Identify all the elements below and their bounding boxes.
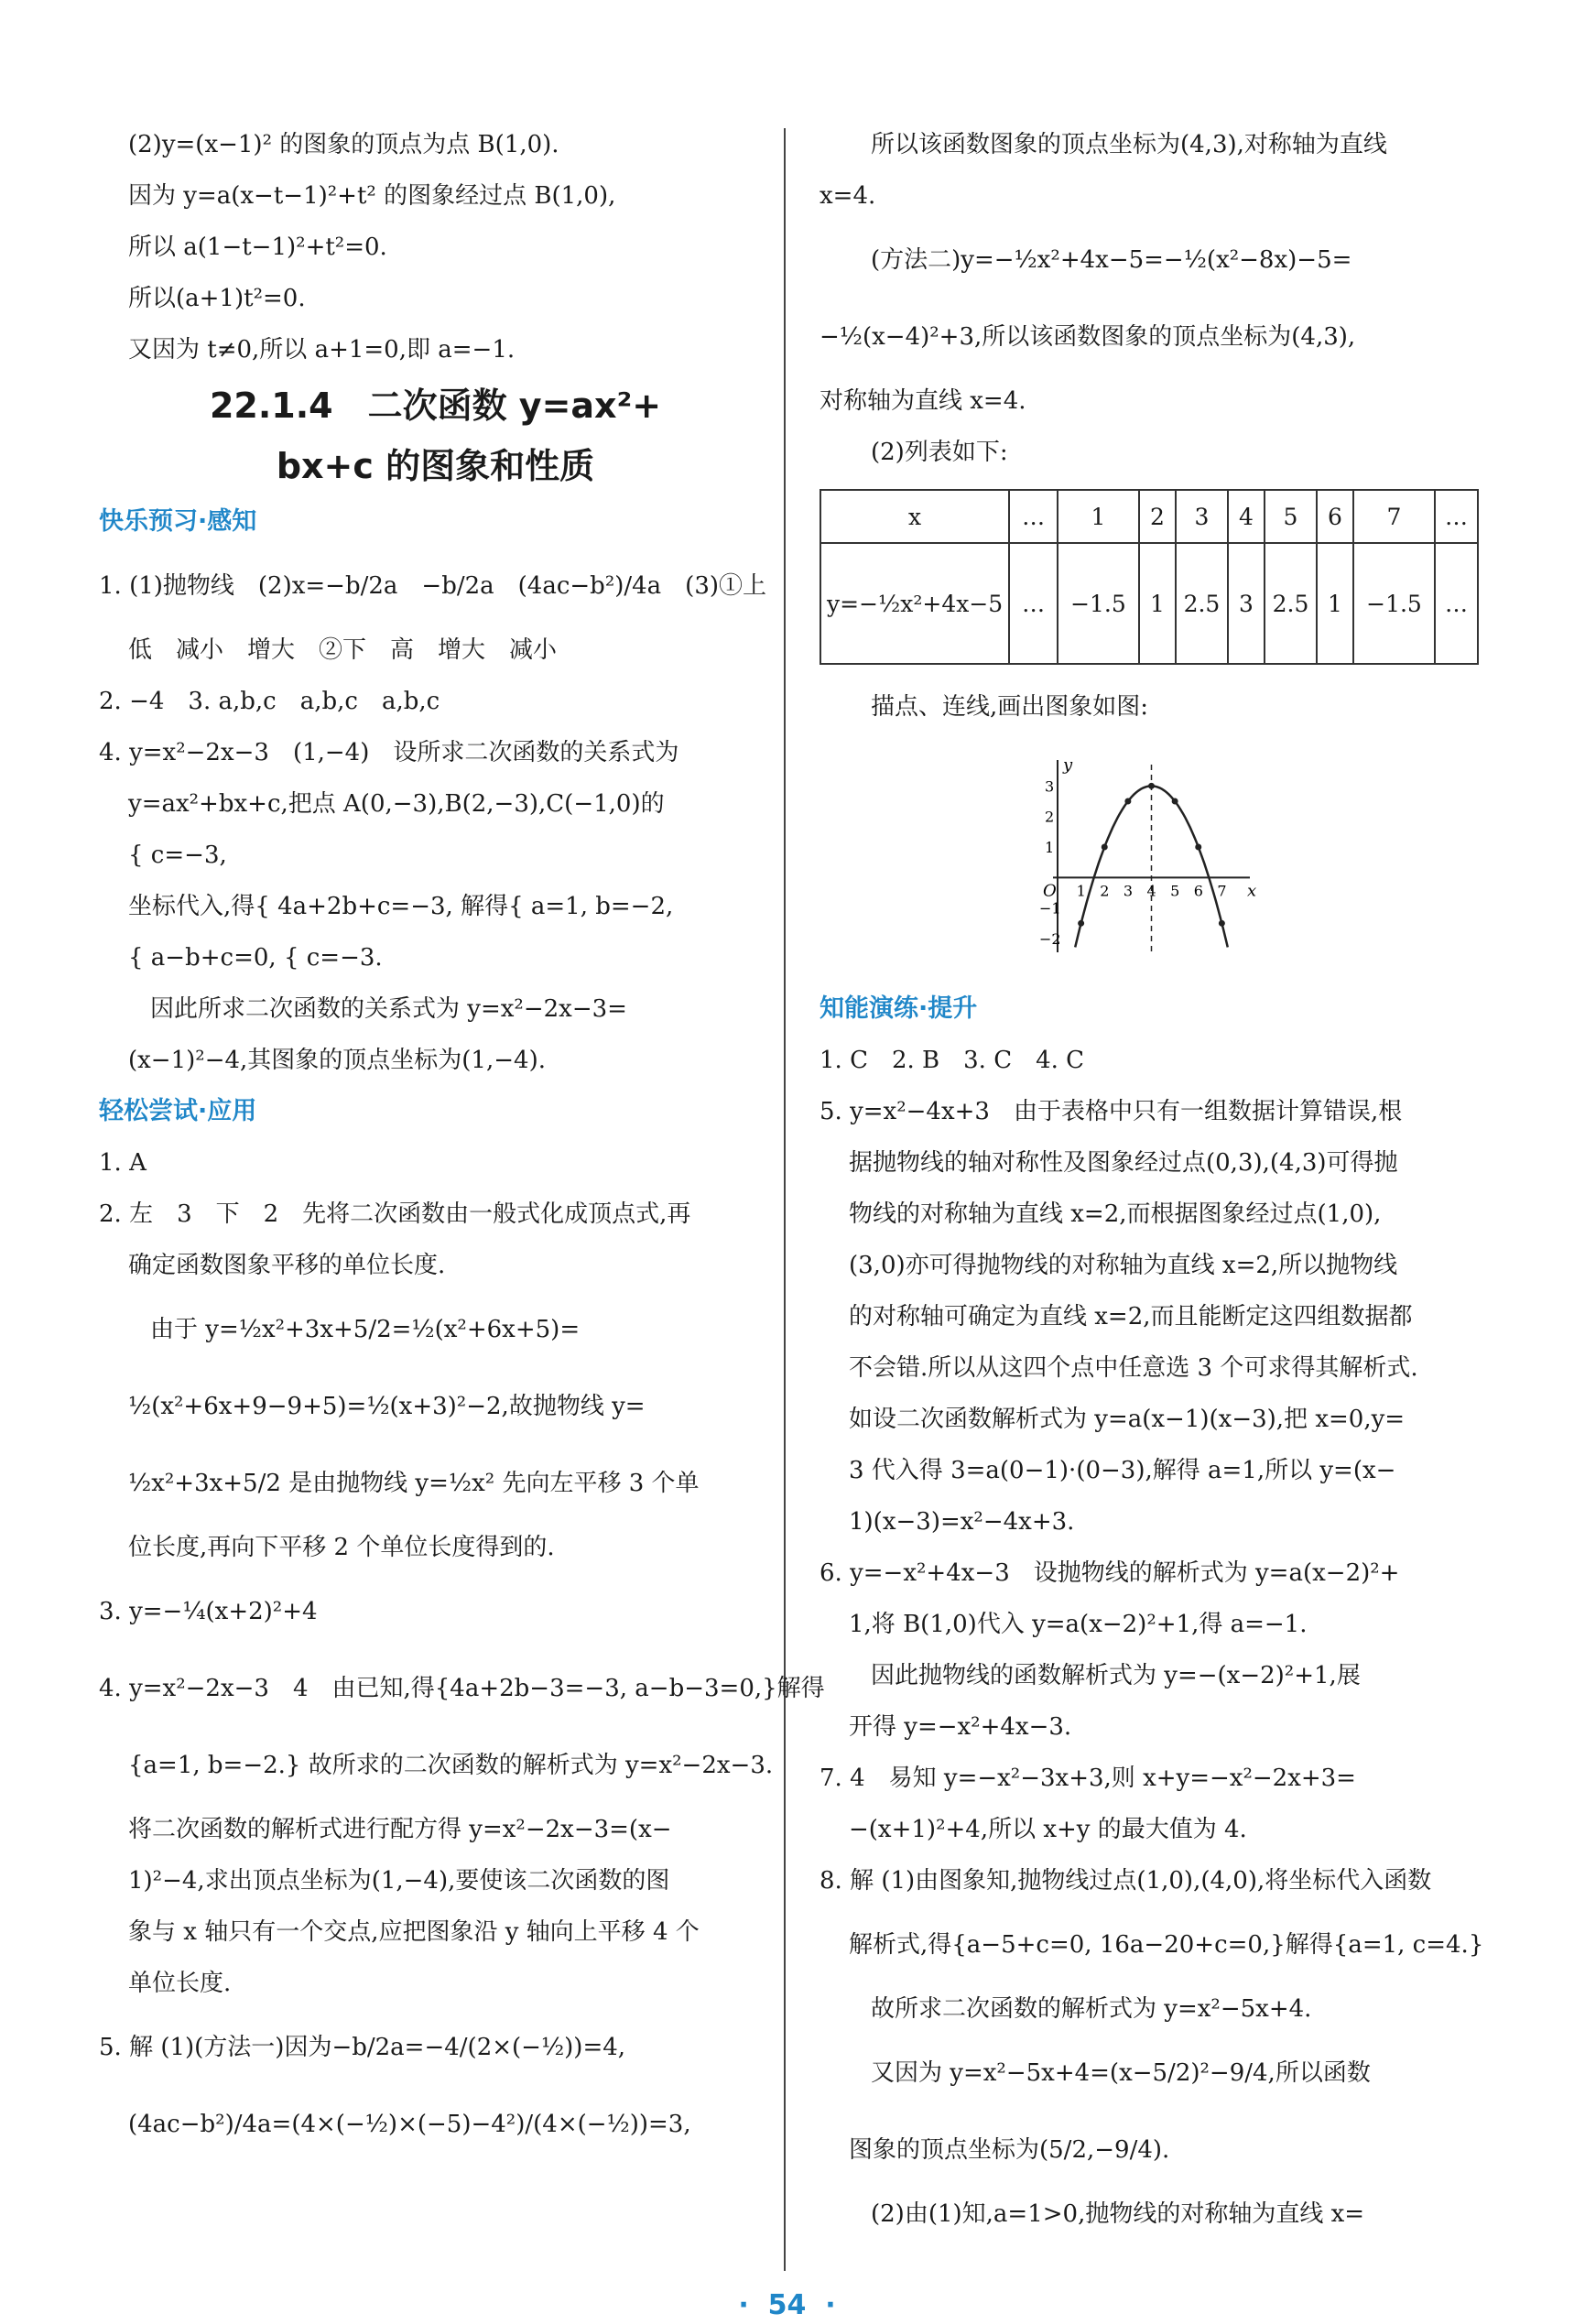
y-tick-label: 2 [1045,808,1055,826]
y-axis-label: y [1063,755,1073,775]
x-tick-label: 6 [1193,882,1203,900]
answer-line: 象与 x 轴只有一个交点,应把图象沿 y 轴向上平移 4 个 [128,1918,700,1946]
answer-line: ½x²+3x+5/2 是由抛物线 y=½x² 先向左平移 3 个单 [128,1470,700,1497]
table-row-label: y=−½x²+4x−5 [820,543,1009,664]
y-tick-label: 3 [1045,777,1055,796]
answer-line: −(x+1)²+4,所以 x+y 的最大值为 4. [849,1816,1247,1843]
answer-line: 5. y=x²−4x+3 由于表格中只有一组数据计算错误,根 [820,1098,1403,1125]
x-tick-label: 4 [1146,882,1156,900]
answer-line: 解析式,得{a−5+c=0, 16a−20+c=0,}解得{a=1, c=4.} [849,1931,1484,1959]
table-cell: 2.5 [1265,543,1317,664]
table-cell: … [1435,543,1478,664]
system-line: 坐标代入,得{ 4a+2b+c=−3, 解得{ a=1, b=−2, [128,893,674,920]
answer-line: 1)(x−3)=x²−4x+3. [849,1508,1075,1536]
table-cell: 2.5 [1176,543,1228,664]
answer-line: (3,0)亦可得抛物线的对称轴为直线 x=2,所以抛物线 [849,1252,1398,1279]
answer-line: 单位长度. [128,1970,232,1997]
text-line: 所以(a+1)t²=0. [128,285,306,312]
text-line: 所以该函数图象的顶点坐标为(4,3),对称轴为直线 [871,131,1387,158]
section-title: 22.1.4 二次函数 y=ax²+ [209,386,662,426]
data-point [1124,798,1131,805]
origin-label: O [1043,881,1057,901]
answer-line: (2)由(1)知,a=1>0,抛物线的对称轴为直线 x= [871,2200,1365,2228]
answer-line: 2. −4 3. a,b,c a,b,c a,b,c [99,688,440,715]
table-cell: 3 [1228,543,1265,664]
table-cell: 6 [1317,490,1353,543]
text-line: x=4. [820,182,876,210]
answer-line: ½(x²+6x+9−9+5)=½(x+3)²−2,故抛物线 y= [128,1393,646,1420]
text-line: 描点、连线,画出图象如图: [871,693,1149,721]
answer-line: 4. y=x²−2x−3 (1,−4) 设所求二次函数的关系式为 [99,739,679,766]
answer-line: 1)²−4,求出顶点坐标为(1,−4),要使该二次函数的图 [128,1867,670,1895]
answer-line: 3 代入得 3=a(0−1)·(0−3),解得 a=1,所以 y=(x− [849,1457,1396,1484]
answer-line: 的对称轴可确定为直线 x=2,而且能断定这四组数据都 [849,1303,1413,1330]
page-number-text: 54 [767,2289,807,2321]
table-cell: 7 [1353,490,1435,543]
section-heading: 知能演练·提升 [820,994,978,1023]
answer-line: 1,将 B(1,0)代入 y=a(x−2)²+1,得 a=−1. [849,1611,1308,1638]
values-table [820,489,1479,665]
text-line: −½(x−4)²+3,所以该函数图象的顶点坐标为(4,3), [820,323,1356,351]
answer-line: 3. y=−¼(x+2)²+4 [99,1598,318,1625]
answer-line: 物线的对称轴为直线 x=2,而根据图象经过点(1,0), [849,1200,1382,1228]
section-heading: 快乐预习·感知 [99,507,257,536]
answer-line: 1. (1)抛物线 (2)x=−b/2a −b/2a (4ac−b²)/4a (3)①上 [99,572,767,600]
section-title-line2: bx+c 的图象和性质 [276,446,595,486]
page-number: · 54 · [738,2289,836,2321]
answer-line: 因此所求二次函数的关系式为 y=x²−2x−3= [150,995,627,1023]
table-cell: 3 [1176,490,1228,543]
answer-line: 位长度,再向下平移 2 个单位长度得到的. [128,1534,555,1561]
answer-line: (4ac−b²)/4a=(4×(−½)×(−5)−4²)/(4×(−½))=3, [128,2111,691,2138]
answer-line: 因此抛物线的函数解析式为 y=−(x−2)²+1,展 [871,1662,1361,1689]
column-divider [784,128,786,2271]
parabola-graph [1030,751,1268,961]
answer-line: 开得 y=−x²+4x−3. [849,1713,1072,1741]
text-line: 又因为 t≠0,所以 a+1=0,即 a=−1. [128,336,516,364]
answer-line: 5. 解 (1)(方法一)因为−b/2a=−4/(2×(−½))=4, [99,2034,626,2061]
data-point [1195,844,1201,851]
system-line: { a−b+c=0, { c=−3. [128,944,383,972]
table-cell: 5 [1265,490,1317,543]
text-line: 对称轴为直线 x=4. [820,387,1026,415]
left-column [99,119,825,2163]
y-tick-label: 1 [1045,839,1055,856]
table-cell: 1 [1058,490,1139,543]
x-axis-label: x [1247,881,1257,901]
answer-line: {a=1, b=−2.} 故所求的二次函数的解析式为 y=x²−2x−3. [128,1752,774,1779]
answer-line: 6. y=−x²+4x−3 设抛物线的解析式为 y=a(x−2)²+ [820,1559,1400,1587]
table-cell: −1.5 [1353,543,1435,664]
table-cell: x [820,490,1009,543]
answer-line: (x−1)²−4,其图象的顶点坐标为(1,−4). [128,1047,546,1074]
data-point [1078,920,1084,927]
answer-line: 2. 左 3 下 2 先将二次函数由一般式化成顶点式,再 [99,1200,691,1228]
table-row [820,543,1478,664]
answer-line: 低 减小 增大 ②下 高 增大 减小 [128,636,558,664]
text-line: 因为 y=a(x−t−1)²+t² 的图象经过点 B(1,0), [128,182,616,210]
table-cell: 1 [1139,543,1176,664]
data-point [1219,920,1225,927]
table-cell: … [1435,490,1478,543]
x-tick-label: 7 [1217,882,1227,900]
answer-line: 又因为 y=x²−5x+4=(x−5/2)²−9/4,所以函数 [871,2059,1371,2087]
x-tick-label: 2 [1100,882,1110,900]
system-line: { c=−3, [128,842,227,869]
table-cell: 2 [1139,490,1176,543]
data-point [1102,844,1108,851]
table-cell: … [1009,490,1058,543]
right-column [820,119,1484,2240]
table-cell: 1 [1317,543,1353,664]
answer-line: 7. 4 易知 y=−x²−3x+3,则 x+y=−x²−2x+3= [820,1765,1356,1792]
table-cell: … [1009,543,1058,664]
text-line: 所以 a(1−t−1)²+t²=0. [128,233,387,261]
x-tick-label: 3 [1123,882,1134,900]
text-line: (方法二)y=−½x²+4x−5=−½(x²−8x)−5= [871,246,1352,274]
answer-line: 1. A [99,1149,147,1177]
data-point [1172,798,1178,805]
answer-line: 确定函数图象平移的单位长度. [128,1252,446,1279]
answer-line: 如设二次函数解析式为 y=a(x−1)(x−3),把 x=0,y= [849,1406,1406,1433]
answer-line: 图象的顶点坐标为(5/2,−9/4). [849,2136,1170,2164]
answer-line: 据抛物线的轴对称性及图象经过点(0,3),(4,3)可得抛 [849,1149,1398,1177]
table-row [820,490,1478,543]
section-heading: 轻松尝试·应用 [99,1097,257,1125]
x-tick-label: 1 [1076,882,1086,900]
answer-line: 8. 解 (1)由图象知,抛物线过点(1,0),(4,0),将坐标代入函数 [820,1867,1432,1895]
y-tick-label: −1 [1039,899,1061,918]
text-line: (2)列表如下: [871,439,1008,466]
y-tick-label: −2 [1039,930,1061,948]
answer-line: 故所求二次函数的解析式为 y=x²−5x+4. [871,1995,1312,2023]
answer-line: y=ax²+bx+c,把点 A(0,−3),B(2,−3),C(−1,0)的 [128,790,665,818]
answer-line: 将二次函数的解析式进行配方得 y=x²−2x−3=(x− [128,1816,672,1843]
answer-line: 由于 y=½x²+3x+5/2=½(x²+6x+5)= [150,1316,581,1343]
answer-line: 1. C 2. B 3. C 4. C [820,1047,1085,1074]
answer-line: 4. y=x²−2x−3 4 由已知,得{4a+2b−3=−3, a−b−3=0,}解得 [99,1675,825,1702]
table-cell: 4 [1228,490,1265,543]
data-point [1148,783,1155,789]
text-line: (2)y=(x−1)² 的图象的顶点为点 B(1,0). [128,131,559,158]
answer-line: 不会错.所以从这四个点中任意选 3 个可求得其解析式. [849,1354,1418,1382]
x-tick-label: 5 [1170,882,1180,900]
table-cell: −1.5 [1058,543,1139,664]
